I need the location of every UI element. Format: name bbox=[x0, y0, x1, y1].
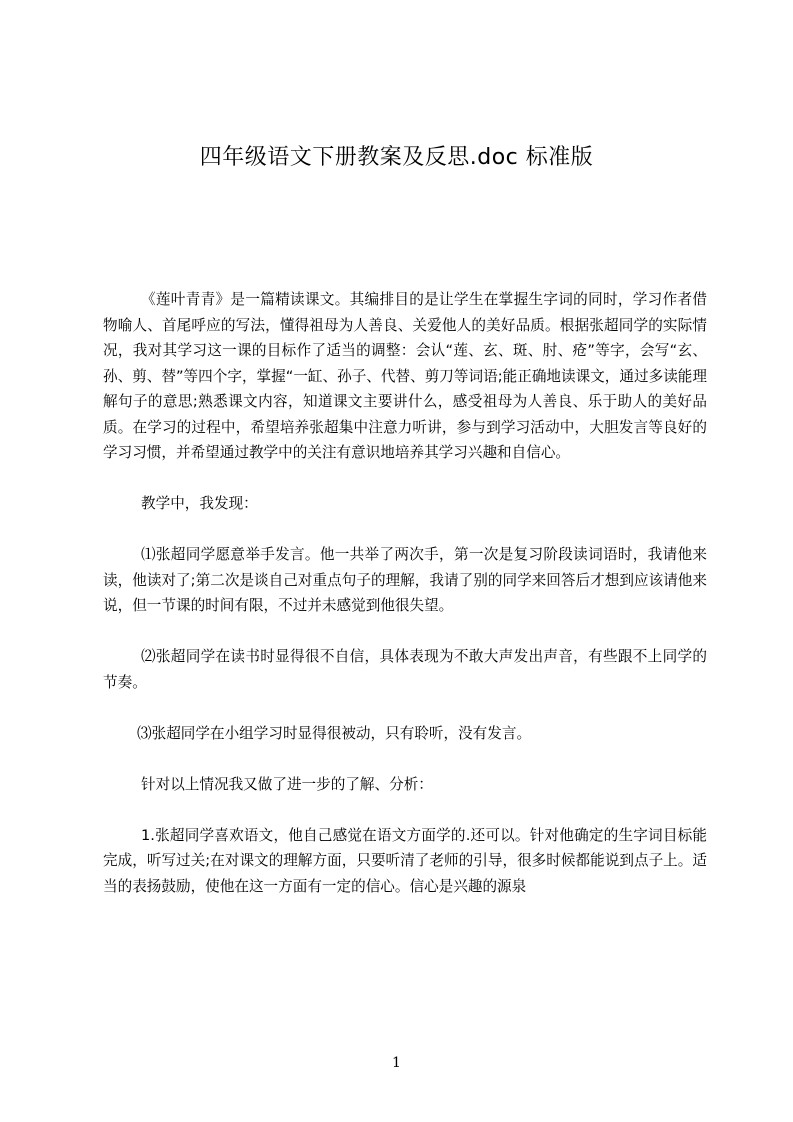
document-body bbox=[103, 287, 707, 899]
page-number: 1 bbox=[392, 1055, 401, 1071]
paragraph-finding-1: ⑴张超同学愿意举手发言。他一共举了两次手，第一次是复习阶段读词语时，我请他来读，他读对了;第二次是谈自己对重点句子的理解，我请了别的同学来回答后才想到应该请他来说，但一节课的时间有限，不过并未感觉到他很失望。 bbox=[103, 546, 707, 614]
paragraph-gap bbox=[103, 695, 707, 721]
paragraph-gap bbox=[103, 797, 707, 823]
paragraph-finding-3: ⑶张超同学在小组学习时显得很被动，只有聆听，没有发言。 bbox=[137, 724, 532, 742]
paragraph-lesson-overview: 《莲叶青青》是一篇精读课文。其编排目的是让学生在掌握生字词的同时，学习作者借物喻人、首尾呼应的写法，懂得祖母为人善良、关爱他人的美好品质。根据张超同学的实际情况，我对其学习这一课的目标作了适当的调整：会认“莲、玄、斑、肘、疮”等字，会写“玄、孙、剪、替”等四个字，掌握“一缸、孙子、代替、剪刀等词语;能正确地读课文，通过多读能理解句子的意思;熟悉课文内容，知道课文主要讲什么，感受祖母为人善良、乐于助人的美好品质。在学习的过程中，希望培养张超集中注意力听讲，参与到学习活动中，大胆发言等良好的学习习惯，并希望通过教学中的关注有意识地培养其学习兴趣和自信心。 bbox=[103, 291, 707, 461]
paragraph-analysis-1: 1.张超同学喜欢语文，他自己感觉在语文方面学的.还可以。针对他确定的生字词目标能完成，听写过关;在对课文的理解方面，只要听清了老师的引导，很多时候都能说到点子上。适当的表扬鼓励，使他在这一方面有一定的信心。信心是兴趣的源泉 bbox=[103, 826, 707, 895]
paragraph-finding-2: ⑵张超同学在读书时显得很不自信，具体表现为不敢大声发出声音，有些跟不上同学的节奏。 bbox=[103, 648, 707, 691]
paragraph-findings-intro: 教学中，我发现： bbox=[141, 495, 258, 512]
paragraph-analysis-intro: 针对以上情况我又做了进一步的了解、分析： bbox=[141, 775, 433, 793]
paragraph-gap bbox=[103, 517, 707, 543]
paragraph-gap bbox=[103, 746, 707, 772]
paragraph-gap bbox=[103, 466, 707, 492]
paragraph-gap bbox=[103, 619, 707, 645]
document-title: 四年级语文下册教案及反思.doc 标准版 bbox=[199, 145, 594, 170]
